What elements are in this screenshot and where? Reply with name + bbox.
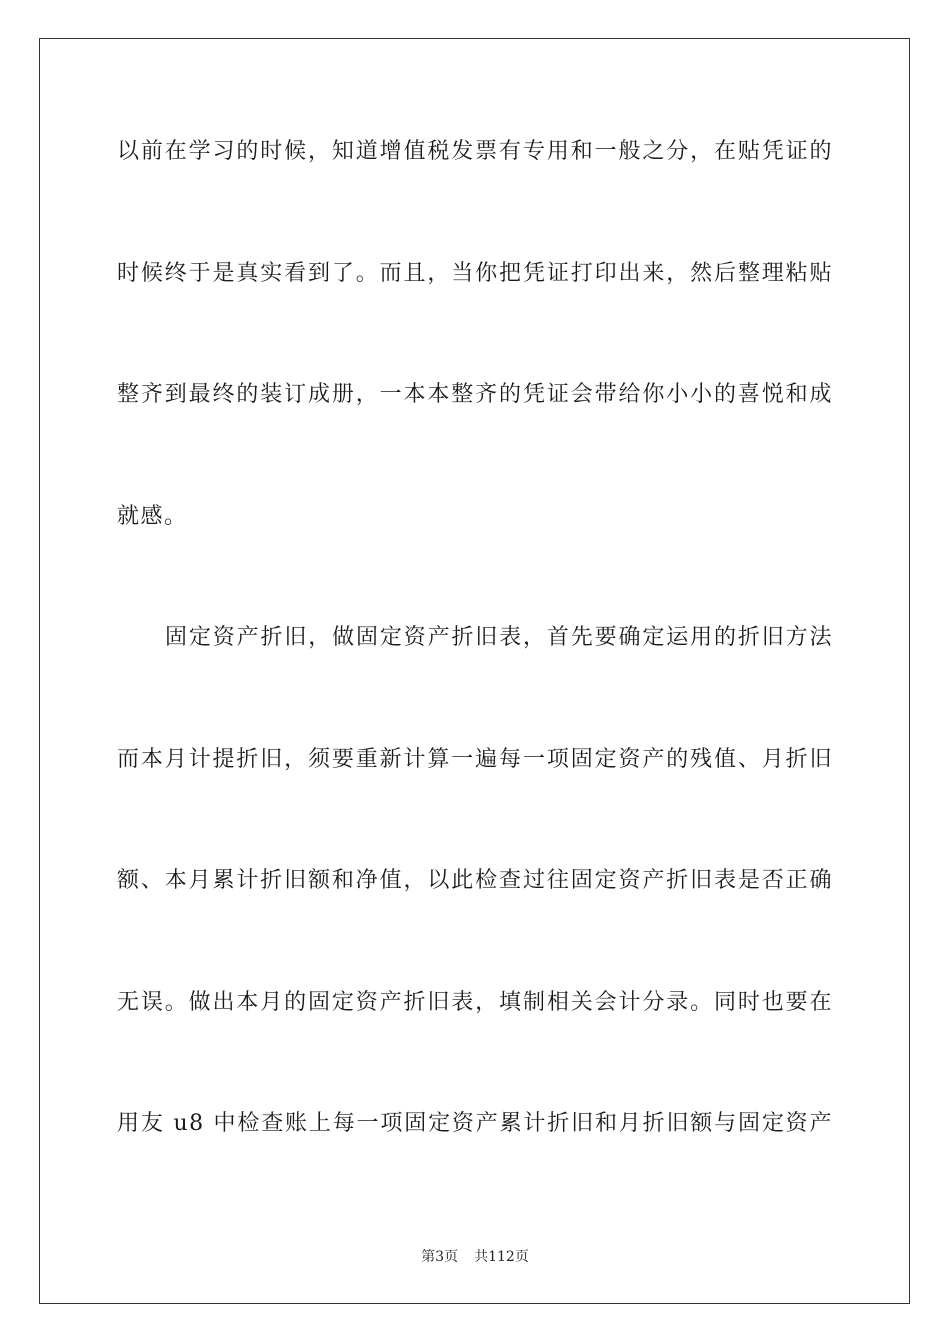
paragraph-line: 整齐到最终的装订成册，一本本整齐的凭证会带给你小小的喜悦和成 [117, 382, 833, 407]
paragraph-line: 无误。做出本月的固定资产折旧表，填制相关会计分录。同时也要在 [117, 989, 833, 1015]
total-pages: 共112页 [474, 1249, 529, 1265]
paragraph-line: 以前在学习的时候，知道增值税发票有专用和一般之分，在贴凭证的 [117, 139, 833, 164]
page-number: 第3页 [421, 1249, 459, 1265]
paragraph-line: 固定资产折旧，做固定资产折旧表，首先要确定运用的折旧方法 [165, 625, 833, 650]
paragraph-line: 而本月计提折旧，须要重新计算一遍每一项固定资产的残值、月折旧 [117, 746, 833, 772]
paragraph-line: 时候终于是真实看到了。而且，当你把凭证打印出来，然后整理粘贴 [117, 260, 833, 286]
document-body [117, 126, 833, 1220]
paragraph-line: 额、本月累计折旧额和净值，以此检查过往固定资产折旧表是否正确 [117, 868, 833, 893]
paragraph-line: 用友 u8 中检查账上每一项固定资产累计折旧和月折旧额与固定资产 [117, 1111, 833, 1136]
paragraph-line: 就感。 [117, 503, 188, 529]
page-footer [0, 1246, 950, 1266]
